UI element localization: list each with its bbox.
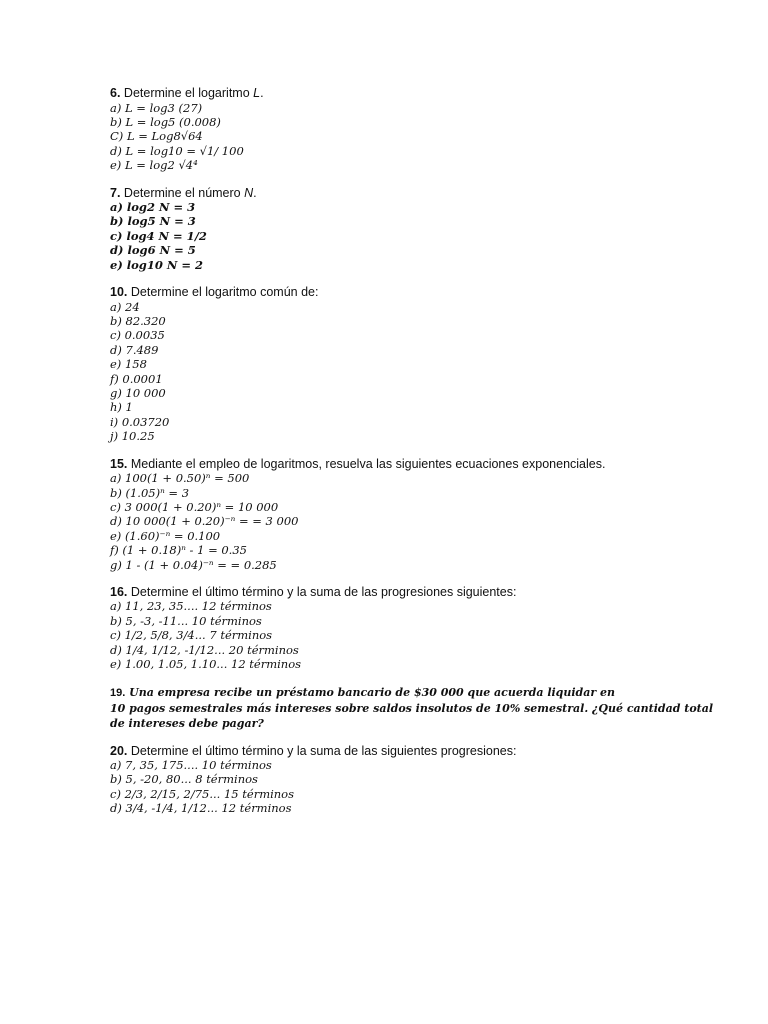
exercise-item: e) (1.60)⁻ⁿ = 0.100 xyxy=(110,528,221,543)
exercise-item: b) log5 N = 3 xyxy=(110,214,196,229)
exercise-item: j) 10.25 xyxy=(110,429,155,444)
exercise-item: a) 100(1 + 0.50)ⁿ = 500 xyxy=(110,471,250,486)
exercise-item: d) 7.489 xyxy=(110,342,159,357)
exercise-item: f) 0.0001 xyxy=(110,371,163,386)
exercise-item: d) 1/4, 1/12, -1/12... 20 términos xyxy=(110,642,299,657)
exercise-item: e) 1.00, 1.05, 1.10... 12 términos xyxy=(110,657,302,672)
exercise-20 xyxy=(110,744,670,816)
exercise-item: d) 3/4, -1/4, 1/12... 12 términos xyxy=(110,801,292,816)
exercise-10-heading: 10. Determine el logaritmo común de: xyxy=(110,285,319,300)
exercise-6 xyxy=(110,86,670,173)
exercise-item: a) L = log3 (27) xyxy=(110,100,203,115)
exercise-item: c) 3 000(1 + 0.20)ⁿ = 10 000 xyxy=(110,499,279,514)
exercise-16 xyxy=(110,585,670,672)
exercise-item: c) 0.0035 xyxy=(110,328,165,343)
exercise-item: c) 1/2, 5/8, 3/4... 7 términos xyxy=(110,628,273,643)
exercise-15-heading: 15. Mediante el empleo de logaritmos, resuelva las siguientes ecuaciones exponenciales. xyxy=(110,456,606,471)
exercise-item: b) (1.05)ⁿ = 3 xyxy=(110,485,190,500)
exercise-item: e) log10 N = 2 xyxy=(110,257,204,272)
exercise-item: g) 1 - (1 + 0.04)⁻ⁿ = = 0.285 xyxy=(110,557,277,572)
exercise-item: d) log6 N = 5 xyxy=(110,243,196,258)
exercise-item: b) 5, -20, 80... 8 términos xyxy=(110,772,258,787)
problem-line: 10 pagos semestrales más intereses sobre saldos insolutos de 10% semestral. ¿Qué cantidad total xyxy=(110,701,714,715)
exercise-7 xyxy=(110,186,670,273)
exercise-19-problem xyxy=(110,685,714,731)
exercise-item: b) 5, -3, -11... 10 términos xyxy=(110,613,262,628)
exercise-item: a) 11, 23, 35.... 12 términos xyxy=(110,599,272,614)
exercise-20-heading: 20. Determine el último término y la suma de las siguientes progresiones: xyxy=(110,743,517,758)
exercise-item: a) 24 xyxy=(110,299,140,314)
exercise-item: d) L = log10 = √1/ 100 xyxy=(110,143,244,158)
exercise-item: g) 10 000 xyxy=(110,386,166,400)
exercise-item: a) log2 N = 3 xyxy=(110,200,196,215)
problem-line: de intereses debe pagar? xyxy=(110,716,264,730)
exercise-7-heading: 7. Determine el número N. xyxy=(110,185,257,200)
problem-line: 19. Una empresa recibe un préstamo bancario de $30 000 que acuerda liquidar en xyxy=(110,685,615,699)
exercise-item: a) 7, 35, 175.... 10 términos xyxy=(110,758,272,772)
exercise-item: i) 0.03720 xyxy=(110,414,170,429)
exercise-item: C) L = Log8√64 xyxy=(110,129,203,144)
exercise-16-heading: 16. Determine el último término y la suma de las progresiones siguientes: xyxy=(110,584,517,599)
exercise-item: b) L = log5 (0.008) xyxy=(110,114,221,129)
exercise-item: e) 158 xyxy=(110,357,147,372)
exercise-sheet xyxy=(110,86,714,829)
exercise-item: e) L = log2 √4⁴ xyxy=(110,158,198,173)
exercise-10 xyxy=(110,285,670,444)
exercise-item: f) (1 + 0.18)ⁿ - 1 = 0.35 xyxy=(110,543,247,558)
exercise-item: d) 10 000(1 + 0.20)⁻ⁿ = = 3 000 xyxy=(110,514,299,529)
exercise-item: c) 2/3, 2/15, 2/75... 15 términos xyxy=(110,786,295,801)
exercise-item: b) 82.320 xyxy=(110,313,166,328)
exercise-6-heading: 6. Determine el logaritmo L. xyxy=(110,86,264,100)
exercise-item: c) log4 N = 1/2 xyxy=(110,228,207,243)
exercise-19 xyxy=(110,685,714,731)
exercise-15 xyxy=(110,457,670,572)
exercise-item: h) 1 xyxy=(110,400,133,415)
